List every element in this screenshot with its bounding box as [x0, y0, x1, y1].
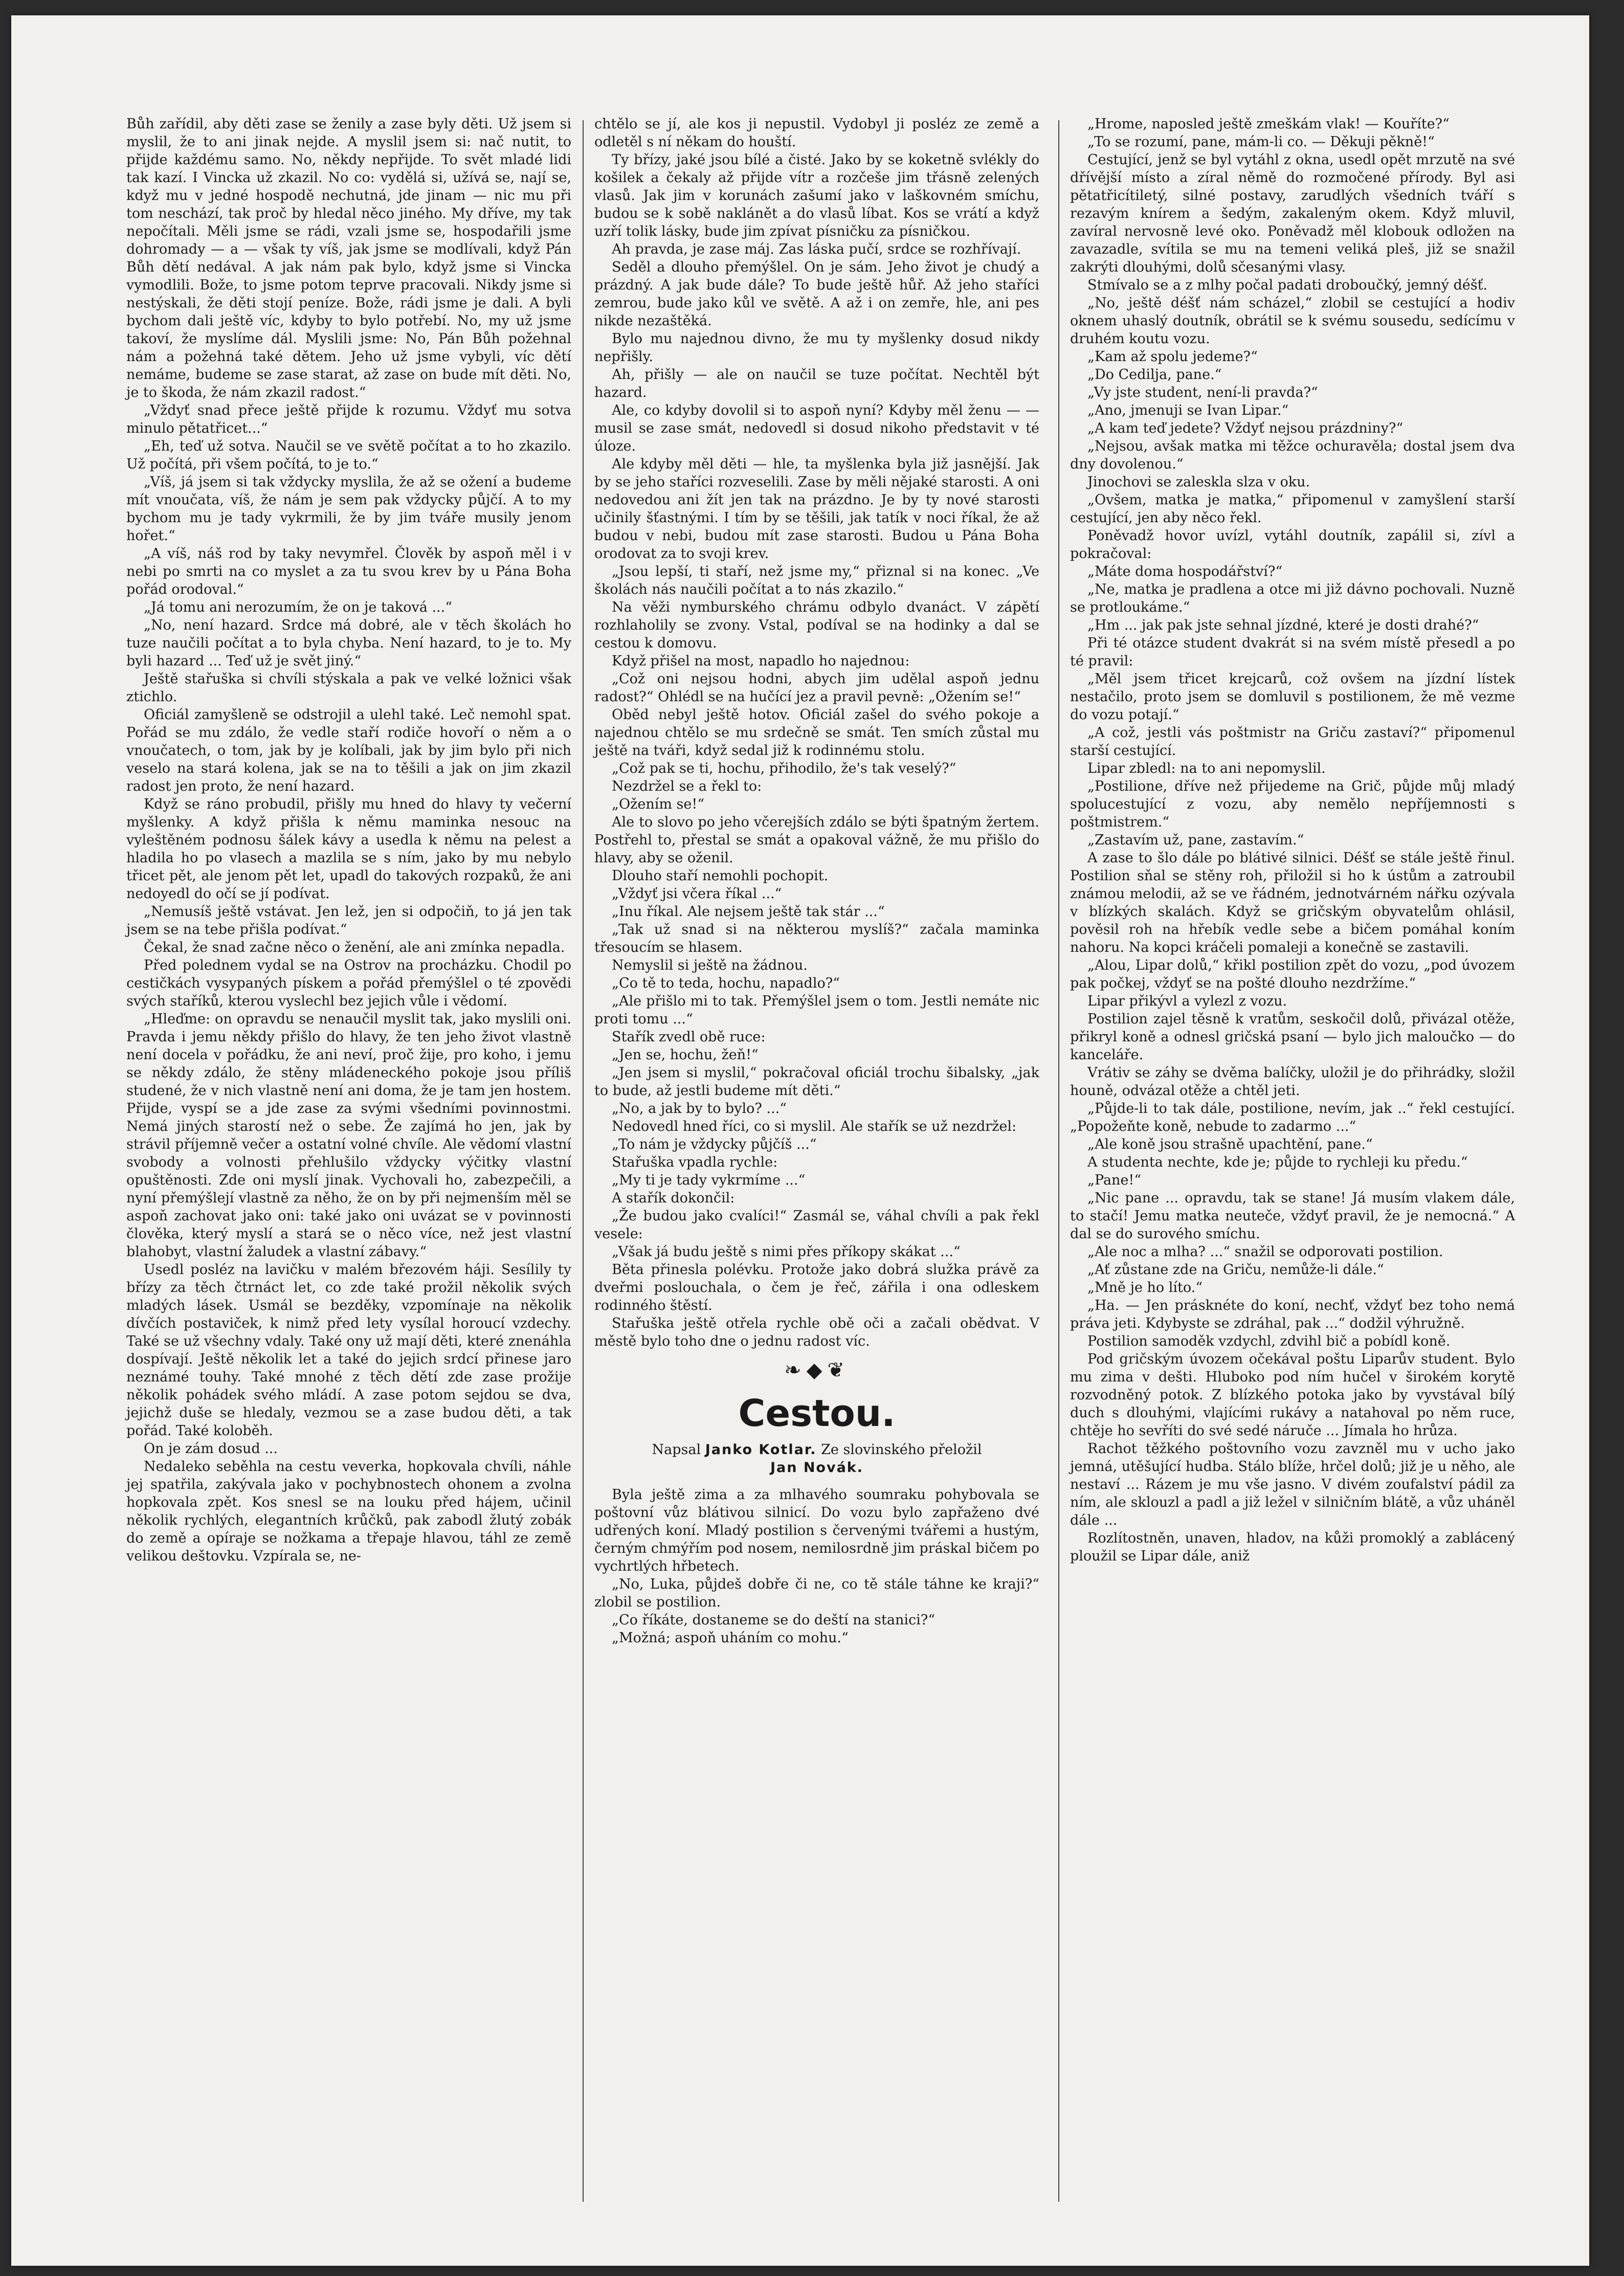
paragraph: „Zastavím už, pane, zastavím.“ — [1087, 832, 1304, 848]
paragraph: Postilion samoděk vzdychl, zdvihl bič a pobídl koně. — [1087, 1333, 1451, 1349]
paragraph: „Ne, matka je pradlena a otce mi již dávno pochovali. Nuzně se protloukáme.“ — [1070, 582, 1515, 615]
paragraph: „Eh, teď už sotva. Naučil se ve světě počítat a to ho zkazilo. Už počítá, při všem počítá, to je to.“ — [126, 438, 571, 472]
paragraph: Stařík zvedl obě ruce: — [612, 1029, 766, 1045]
paragraph: Bůh zařídil, aby děti zase se ženily a zase byly děti. Už jsem si myslil, že to ani jinak nejde. A myslil jsem si: nač nutit, to přijde každému samo. No, někdy nepřijde. To svět mladé lidi tak kazí. I Vincka už zkazil. No co: vydělá si, užívá se, nají se, když mu v jedné hospodě nechutná, jde jinam — nic mu při tom neschází, tak proč by hledal něco jiného. My dříve, my tak nepočítali. Měli jsme se rádi, vzali jsme se, hospodařili jsme dohromady — a — však ty víš, jak jsme se modlívali, když Pán Bůh dětí nedával. A jak nám pak bylo, když jsme si Vincka vymodlili. Bože, to jsme potom teprve pracovali. Nikdy jsme si nestýskali, že děti stojí peníze. Bože, rádi jsme je dali. A byli bychom dali ještě víc, kdyby to bylo potřebí. No, my už jsme takoví, že myslíme dál. Myslili jsme: No, Pán Bůh požehnal nám a požehná také dětem. Jeho už jsme vybyli, víc dětí nemáme, budeme se zase starat, až zase on bude mít děti. No, je to škoda, že nám zkazil radost.“ — [126, 116, 571, 400]
paragraph: Usedl posléz na lavičku v malém březovém háji. Sesílily ty břízy za těch čtrnáct let, co zde také prožil několik svých mladých lásek. Usmál se bezděky, vzpomínaje na několik dívčích postaviček, k nimž před lety vysílal horoucí vzdechy. Také se už všechny vdaly. Také ony už mají děti, které znenáhla dospívají. Ještě několik let a také do jejich srdcí přinese jaro neznámé touhy. Také mnohé z těch dětí zde zase prožije několik pohádek svého mládí. A zase potom sejdou se dva, jejichž duše se hledaly, vezmou se a zase budou děti, a tak pořád. Také koloběh. — [126, 1262, 571, 1439]
paragraph: Vrátiv se záhy se dvěma balíčky, uložil je do přihrádky, složil houně, odvázal otěže a chtěl jeti. — [1070, 1065, 1515, 1099]
paragraph: Rachot těžkého poštovního vozu zavzněl mu v ucho jako jemná, utěšující hudba. Stálo blíže, hrčel dolů; již je u něho, ale nestaví ... Rázem je mu vše jasno. V divém zoufalství pádil za ním, ale sklouzl a padl a již ležel v silničním blátě, a vůz uháněl dále ... — [1070, 1441, 1515, 1528]
newspaper-page — [11, 15, 1589, 2266]
paragraph: Ale to slovo po jeho včerejších zdálo se býti špatným žertem. Postřehl to, přestal se smát a opakoval vážně, že mu přišlo do hlavy, aby se oženil. — [594, 814, 1039, 866]
paragraph: „Hrome, naposled ještě zmeškám vlak! — Kouříte?“ — [1087, 116, 1450, 132]
paragraph: „Vždyť jsi včera říkal ...“ — [612, 886, 782, 902]
paragraph: Pod gričským úvozem očekával poštu Liparův student. Bylo mu zima v dešti. Hluboko pod ním hučel v širokém korytě rozvodněný potok. Z blízkého potoka jako by vyvstával bílý duch s dlouhými, vlajícími rukávy a natahoval po něm ruce, chtěje ho sevříti do své sedé náruče ... Jímala ho hrůza. — [1070, 1351, 1515, 1439]
paragraph: Byla ještě zima a za mlhavého soumraku pohybovala se poštovní vůz blátivou silnicí. Do vozu bylo zapřaženo dvé udřených koní. Mladý postilion s červenými tvářemi a hustým, černým chmýřím pod nosem, nemilosrdně jim práskal bičem po vychrtlých hřbetech. — [594, 1487, 1039, 1574]
paragraph: „Hm ... jak pak jste sehnal jízdné, které je dosti drahé?“ — [1087, 617, 1479, 633]
paragraph: „Já tomu ani nerozumím, že on je taková ...“ — [144, 599, 453, 615]
paragraph: „Ale koně jsou strašně upachtění, pane.“ — [1087, 1136, 1373, 1152]
byline-prefix: Napsal — [652, 1442, 701, 1458]
paragraph: Nezdržel se a řekl to: — [612, 778, 762, 794]
paragraph: Oběd nebyl ještě hotov. Oficiál zašel do svého pokoje a najednou chtělo se mu srdečně se smát. Ten smích zůstal mu ještě na tváři, když sedal již k rodinnému stolu. — [594, 707, 1039, 758]
paragraph: „Nic pane ... opravdu, tak se stane! Já musím vlakem dále, to stačí! Jemu matka neuteče, vždyť pravil, že je nemocná.“ A dal se do surového smíchu. — [1070, 1190, 1515, 1242]
column-1 — [126, 115, 571, 1565]
paragraph: Čekal, že snad začne něco o ženění, ale ani zmínka nepadla. — [144, 940, 565, 955]
paragraph: „Hleďme: on opravdu se nenaučil myslit tak, jako myslili oni. Pravda i jemu někdy přišlo do hlavy, že ten jeho život vlastně není docela v pořádku, že ani neví, proč žije, pro koho, i jemu se někdy zdálo, že stěny mládeneckého pokoje jsou příliš studené, že v nich vlastně není ani doma, že je tam jen hostem. Přijde, vyspí se a jde zase za svými všedními povinnostmi. Nemá jiných starostí než o sebe. Že zajímá ho jen, jak by strávil příjemně večer a ostatní volné chvíle. Ale vědomí vlastní svobody a volnosti přehlušilo vždycky výčitky vlastní opuštěnosti. Zde oni myslí jinak. Vychovali ho, zabezpečili, a nyní přemýšlejí vlastně za něho, že on by při nejmenším měl se aspoň zachovat jako oni: také jako oni uvázat se v povinnosti člověka, který myslí a stará se o něco více, než jest vlastní blahobyt, vlastní žaludek a vlastní zábavy.“ — [126, 1011, 571, 1260]
paragraph: Oficiál zamyšleně se odstrojil a ulehl také. Leč nemohl spat. Pořád se mu zdálo, že vedle staří rodiče hovoří o něm a o vnoučatech, o tom, jak by je kolíbali, jak by jim bylo při nich veselo na stará kolena, jak se na to těšili a jak on jim zkazil radost jen proto, že není hazard. — [126, 707, 571, 794]
paragraph: Ty břízy, jaké jsou bílé a čisté. Jako by se koketně svlékly do košilek a čekaly až přijde vítr a rozčeše jim třásně zelených vlasů. Jak jim v korunách zašumí jako v laškovném smíchu, budou se k sobě naklánět a do vlasů líbat. Kos se vrátí a když uzří tolik lásky, bude jim zpívat písničku za písničkou. — [594, 152, 1039, 239]
paragraph: „Možná; aspoň uháním co mohu.“ — [612, 1630, 849, 1646]
paragraph: „Ať zůstane zde na Griču, nemůže-li dále.“ — [1087, 1262, 1384, 1278]
paragraph: „Jen se, hochu, žeň!“ — [612, 1047, 759, 1063]
story-title: Cestou. — [738, 1392, 896, 1435]
paragraph: „A kam teď jedete? Vždyť nejsou prázdniny?“ — [1087, 420, 1404, 436]
paragraph: „To nám je vždycky půjčíš ...“ — [612, 1136, 817, 1152]
paragraph: „Máte doma hospodářství?“ — [1087, 564, 1283, 579]
paragraph: „Což oni nejsou hodni, abych jim udělal aspoň jednu radost?“ Ohlédl se na hučící jez a pravil pevně: „Ožením se!“ — [594, 671, 1039, 705]
paragraph: „Nejsou, avšak matka mi těžce ochuravěla; dostal jsem dva dny dovolenou.“ — [1070, 438, 1515, 472]
paragraph: „Že budou jako cvalíci!“ Zasmál se, váhal chvíli a pak řekl vesele: — [594, 1208, 1039, 1242]
paragraph: Ah pravda, je zase máj. Zas láska pučí, srdce se rozhřívají. — [612, 241, 1021, 257]
paragraph: Postilion zajel těsně k vratům, seskočil dolů, přivázal otěže, přikryl koně a odnesl gričská psaní — bylo jich maloučko — do kanceláře. — [1070, 1011, 1515, 1063]
paragraph: A stařík dokončil: — [612, 1190, 735, 1206]
paragraph: „Nemusíš ještě vstávat. Jen lež, jen si odpočiň, to já jen tak jsem se na tebe přišla podívat.“ — [126, 904, 571, 938]
paragraph: „Do Cedilja, pane.“ — [1087, 367, 1222, 383]
paragraph: Jinochovi se zaleskla slza v oku. — [1087, 474, 1310, 490]
paragraph: „Inu říkal. Ale nejsem ještě tak stár ...“ — [612, 904, 885, 920]
paragraph: „Co tě to teda, hochu, napadlo?“ — [612, 975, 840, 991]
paragraph: Rozlítostněn, unaven, hladov, na kůži promoklý a zablácený ploužil se Lipar dále, aniž — [1070, 1530, 1515, 1564]
paragraph: A studenta nechte, kde je; půjde to rychleji ku předu.“ — [1087, 1154, 1468, 1170]
paragraph: „Mně je ho líto.“ — [1087, 1280, 1203, 1296]
paragraph: „No, není hazard. Srdce má dobré, ale v těch školách ho tuze naučili počítat a to byla chyba. Není hazard, to je to. My byli hazard ... Teď už je svět jiný.“ — [126, 617, 571, 669]
paragraph: „Měl jsem třicet krejcarů, což ovšem na jízdní lístek nestačilo, proto jsem se domluvil s postilionem, že mě vezme do vozu potají.“ — [1070, 671, 1515, 723]
paragraph: „No, Luka, půjdeš dobře či ne, co tě stále táhne ke kraji?“ zlobil se postilion. — [594, 1576, 1039, 1610]
paragraph: Před polednem vydal se na Ostrov na procházku. Chodil po cestičkách vysypaných pískem a pořád přemýšlel o té zpovědi svých staříků, kterou vyslechl bez jejich vůle i vědomí. — [126, 957, 571, 1009]
author-name: Janko Kotlar. — [705, 1442, 817, 1458]
paragraph: „Ovšem, matka je matka,“ připomenul v zamyšlení starší cestující, jen aby něco řekl. — [1070, 492, 1515, 526]
paragraph: Lipar přikývl a vylezl z vozu. — [1087, 993, 1287, 1009]
paragraph: chtělo se jí, ale kos ji nepustil. Vydobyl ji posléz ze země a odletěl s ní někam do houští. — [594, 116, 1039, 150]
translator-name: Jan Novák. — [770, 1460, 864, 1476]
paragraph: Bylo mu najednou divno, že mu ty myšlenky dosud nikdy nepřišly. — [594, 331, 1039, 365]
paragraph: Nedaleko seběhla na cestu veverka, hopkovala chvíli, náhle jej spatřila, zakývala jako v pochybnostech ohonem a zvolna hopkovala zpět. Kos snesl se na louku před hájem, učinil několik rychlých, elegantních krůčků, pak zabodl žlutý zobák do země a opíraje se nožkama a třepaje hlavou, táhl ze země velikou deštovku. Vzpírala se, ne- — [126, 1459, 571, 1564]
paragraph: „Kam až spolu jedeme?“ — [1087, 349, 1258, 365]
paragraph: „Což pak se ti, hochu, přihodilo, že's tak veselý?“ — [612, 761, 956, 776]
paragraph: „Ožením se!“ — [612, 796, 705, 812]
paragraph: „No, ještě déšť nám scházel,“ zlobil se cestující a hodiv oknem uhaslý doutník, obrátil se k svému sousedu, sedícímu v druhém koutu vozu. — [1070, 295, 1515, 347]
column-3 — [1070, 115, 1515, 1565]
paragraph: Běta přinesla polévku. Protože jako dobrá služka právě za dveřmi poslouchala, o čem je řeč, zářila i ona odleskem rodinného štěstí. — [594, 1262, 1039, 1313]
column-2 — [594, 115, 1039, 1647]
byline-translation: Ze slovinského přeložil — [821, 1442, 982, 1458]
paragraph: Ah, přišly — ale on naučil se tuze počítat. Nechtěl být hazard. — [594, 367, 1039, 400]
paragraph: Poněvadž hovor uvízl, vytáhl doutník, zapálil si, zívl a pokračoval: — [1070, 528, 1515, 562]
column-2-text — [594, 115, 1039, 1350]
paragraph: Nemyslil si ještě na žádnou. — [612, 957, 808, 973]
paragraph: „My ti je tady vykrmíme ...“ — [612, 1172, 806, 1188]
paragraph: Lipar zbledl: na to ani nepomyslil. — [1087, 761, 1326, 776]
paragraph: Ještě stařuška si chvíli stýskala a pak ve velké ložnici však ztichlo. — [126, 671, 571, 705]
paragraph: Na věži nymburského chrámu odbylo dvanáct. V zápětí rozhlaholily se zvony. Vstal, podíval se na hodinky a dal se cestou k domovu. — [594, 599, 1039, 651]
paragraph: Stařuška vpadla rychle: — [612, 1154, 778, 1170]
paragraph: Ale, co kdyby dovolil si to aspoň nyní? Kdyby měl ženu — — musil se zase smát, nedovedl si dosud nikoho představit v té úloze. — [594, 403, 1039, 454]
paragraph: „Jsou lepší, ti staří, než jsme my,“ přiznal si na konec. „Ve školách nás naučili počítat a to nás zkazilo.“ — [594, 564, 1039, 597]
paragraph: „Ale přišlo mi to tak. Přemýšlel jsem o tom. Jestli nemáte nic proti tomu ...“ — [594, 993, 1039, 1027]
paragraph: Ale kdyby měl děti — hle, ta myšlenka byla již jasnější. Jak by se jeho staříci rozveselili. Zase by měli nějaké starosti. A oni nedovedou ani žít jen tak na prázdno. Je by ty nové starosti učinily šťastnými. I tím by se těšili, jak tatík v noci říkal, že až budou v nebi, budou mít zase starosti. Budou u Pána Boha orodovat za to svoji krev. — [594, 456, 1039, 562]
paragraph: „Víš, já jsem si tak vždycky myslila, že až se ožení a budeme mít vnoučata, víš, že nám je sem pak vždycky půjčí. A to my bychom mu je tady vykrmili, že by jim tváře musily jenom hořet.“ — [126, 474, 571, 544]
story-text — [594, 1486, 1039, 1647]
paragraph: „Ale noc a mlha? ...“ snažil se odporovati postilion. — [1087, 1244, 1443, 1260]
paragraph: „Vy jste student, není-li pravda?“ — [1087, 385, 1318, 400]
paragraph: „No, a jak by to bylo? ...“ — [612, 1101, 787, 1117]
paragraph: „Alou, Lipar dolů,“ křikl postilion zpět do vozu, „pod úvozem pak počkej, vždyť se na pošté dlouho nezdržíme.“ — [1070, 957, 1515, 991]
paragraph: „Co říkáte, dostaneme se do deští na stanici?“ — [612, 1612, 936, 1628]
paragraph: „Tak už snad si na některou myslíš?“ začala maminka třesoucím se hlasem. — [594, 922, 1039, 955]
paragraph: „A víš, náš rod by taky nevymřel. Člověk by aspoň měl i v nebi po smrti na co myslet a za tu svou krev by u Pána Boha pořád orodoval.“ — [126, 546, 571, 597]
column-rule — [583, 120, 584, 2202]
paragraph: „A což, jestli vás poštmistr na Griču zastaví?“ připomenul starší cestující. — [1070, 725, 1515, 758]
paragraph: Seděl a dlouho přemýšlel. On je sám. Jeho život je chudý a prázdný. A jak bude dále? To bude ještě hůř. Až jeho staříci zemrou, bude jako kůl ve světě. A až i on zemře, hle, ani pes nikde nezaštěká. — [594, 259, 1039, 329]
paragraph: Při té otázce student dvakrát si na svém místě přesedl a po té pravil: — [1070, 635, 1515, 669]
paragraph: Když se ráno probudil, přišly mu hned do hlavy ty večerní myšlenky. A když přišla k němu maminka nesouc na vyleštěném podnosu šálek kávy a usedla k němu na pelest a hladila ho po vlasech a mazlila se s ním, jako by mu nebylo třicet pět, ale jenom pět let, upadl do takových rozpaků, že ani nedoyedl do očí se jí podívat. — [126, 796, 571, 902]
paragraph: „Jen jsem si myslil,“ pokračoval oficiál trochu šibalsky, „jak to bude, až jestli budeme mít děti.“ — [594, 1065, 1039, 1099]
paragraph: Když přišel na most, napadlo ho najednou: — [612, 653, 910, 669]
column-rule — [1058, 120, 1059, 2202]
paragraph: „Ha. — Jen prásknéte do koní, nechť, vždyť bez toho nemá práva jeti. Kdybyste se zdráhal, pak ...“ dodžil výhružně. — [1070, 1298, 1515, 1331]
paragraph: On je zám dosud ... — [144, 1441, 278, 1457]
paragraph: Dlouho staří nemohli pochopit. — [612, 868, 829, 884]
paragraph: „To se rozumí, pane, mám-li co. — Děkuji pěkně!“ — [1087, 134, 1435, 150]
paragraph: „Ano, jmenuji se Ivan Lipar.“ — [1087, 403, 1289, 418]
paragraph: Stmívalo se a z mlhy počal padati droboučký, jemný déšť. — [1087, 277, 1487, 293]
paragraph: „Postilione, dříve než přijedeme na Grič, půjde můj mladý spolucestující z vozu, aby nemělo nepříjemnosti s poštmistrem.“ — [1070, 778, 1515, 830]
paragraph: Nedovedl hned říci, co si myslil. Ale stařík se už nezdržel: — [612, 1119, 1017, 1134]
paragraph: „Půjde-li to tak dále, postilione, nevím, jak ..“ řekl cestující. „Popožeňte koně, nebude to zadarmo ...“ — [1070, 1101, 1515, 1134]
paragraph: „Však já budu ještě s nimi přes příkopy skákat ...“ — [612, 1244, 961, 1260]
byline — [594, 1441, 1039, 1477]
section-ornament: ❧◆❦ — [784, 1358, 850, 1382]
paragraph: Cestující, jenž se byl vytáhl z okna, usedl opět mrzutě na své dřívější místo a zíral němě do rozmočené přírody. Byl asi pětatřicítiletý, silné postavy, zarudlých všedních tváří s rezavým knírem a šedým, zakaleným okem. Když mluvil, zavíral nervosně levé oko. Poněvadž měl klobouk odložen na zavazadle, svítila se mu na temeni veliká pleš, již se snažil zakrýti dlouhými, dolů sčesanými vlasy. — [1070, 152, 1515, 275]
paragraph: „Pane!“ — [1087, 1172, 1142, 1188]
paragraph: A zase to šlo dále po blátivé silnici. Déšť se stále ještě řinul. Postilion sňal se stěny roh, přiložil si ho k ústům a zatroubil známou melodii, až se ve řádném, jednotvárném nářku ozývala v blízkých skalách. Když se gričským obyvatelům ohlásil, pověsil roh na hřebík vedle sebe a bičem pomáhal koním nahoru. Na kopci kráčeli pomaleji a konečně se zastavili. — [1070, 850, 1515, 955]
paragraph: Stařuška ještě otřela rychle obě oči a začali obědvat. V městě bylo toho dne o jednu radost víc. — [594, 1315, 1039, 1349]
paragraph: „Vždyť snad přece ještě přijde k rozumu. Vždyť mu sotva minulo pětatřicet...“ — [126, 403, 571, 436]
